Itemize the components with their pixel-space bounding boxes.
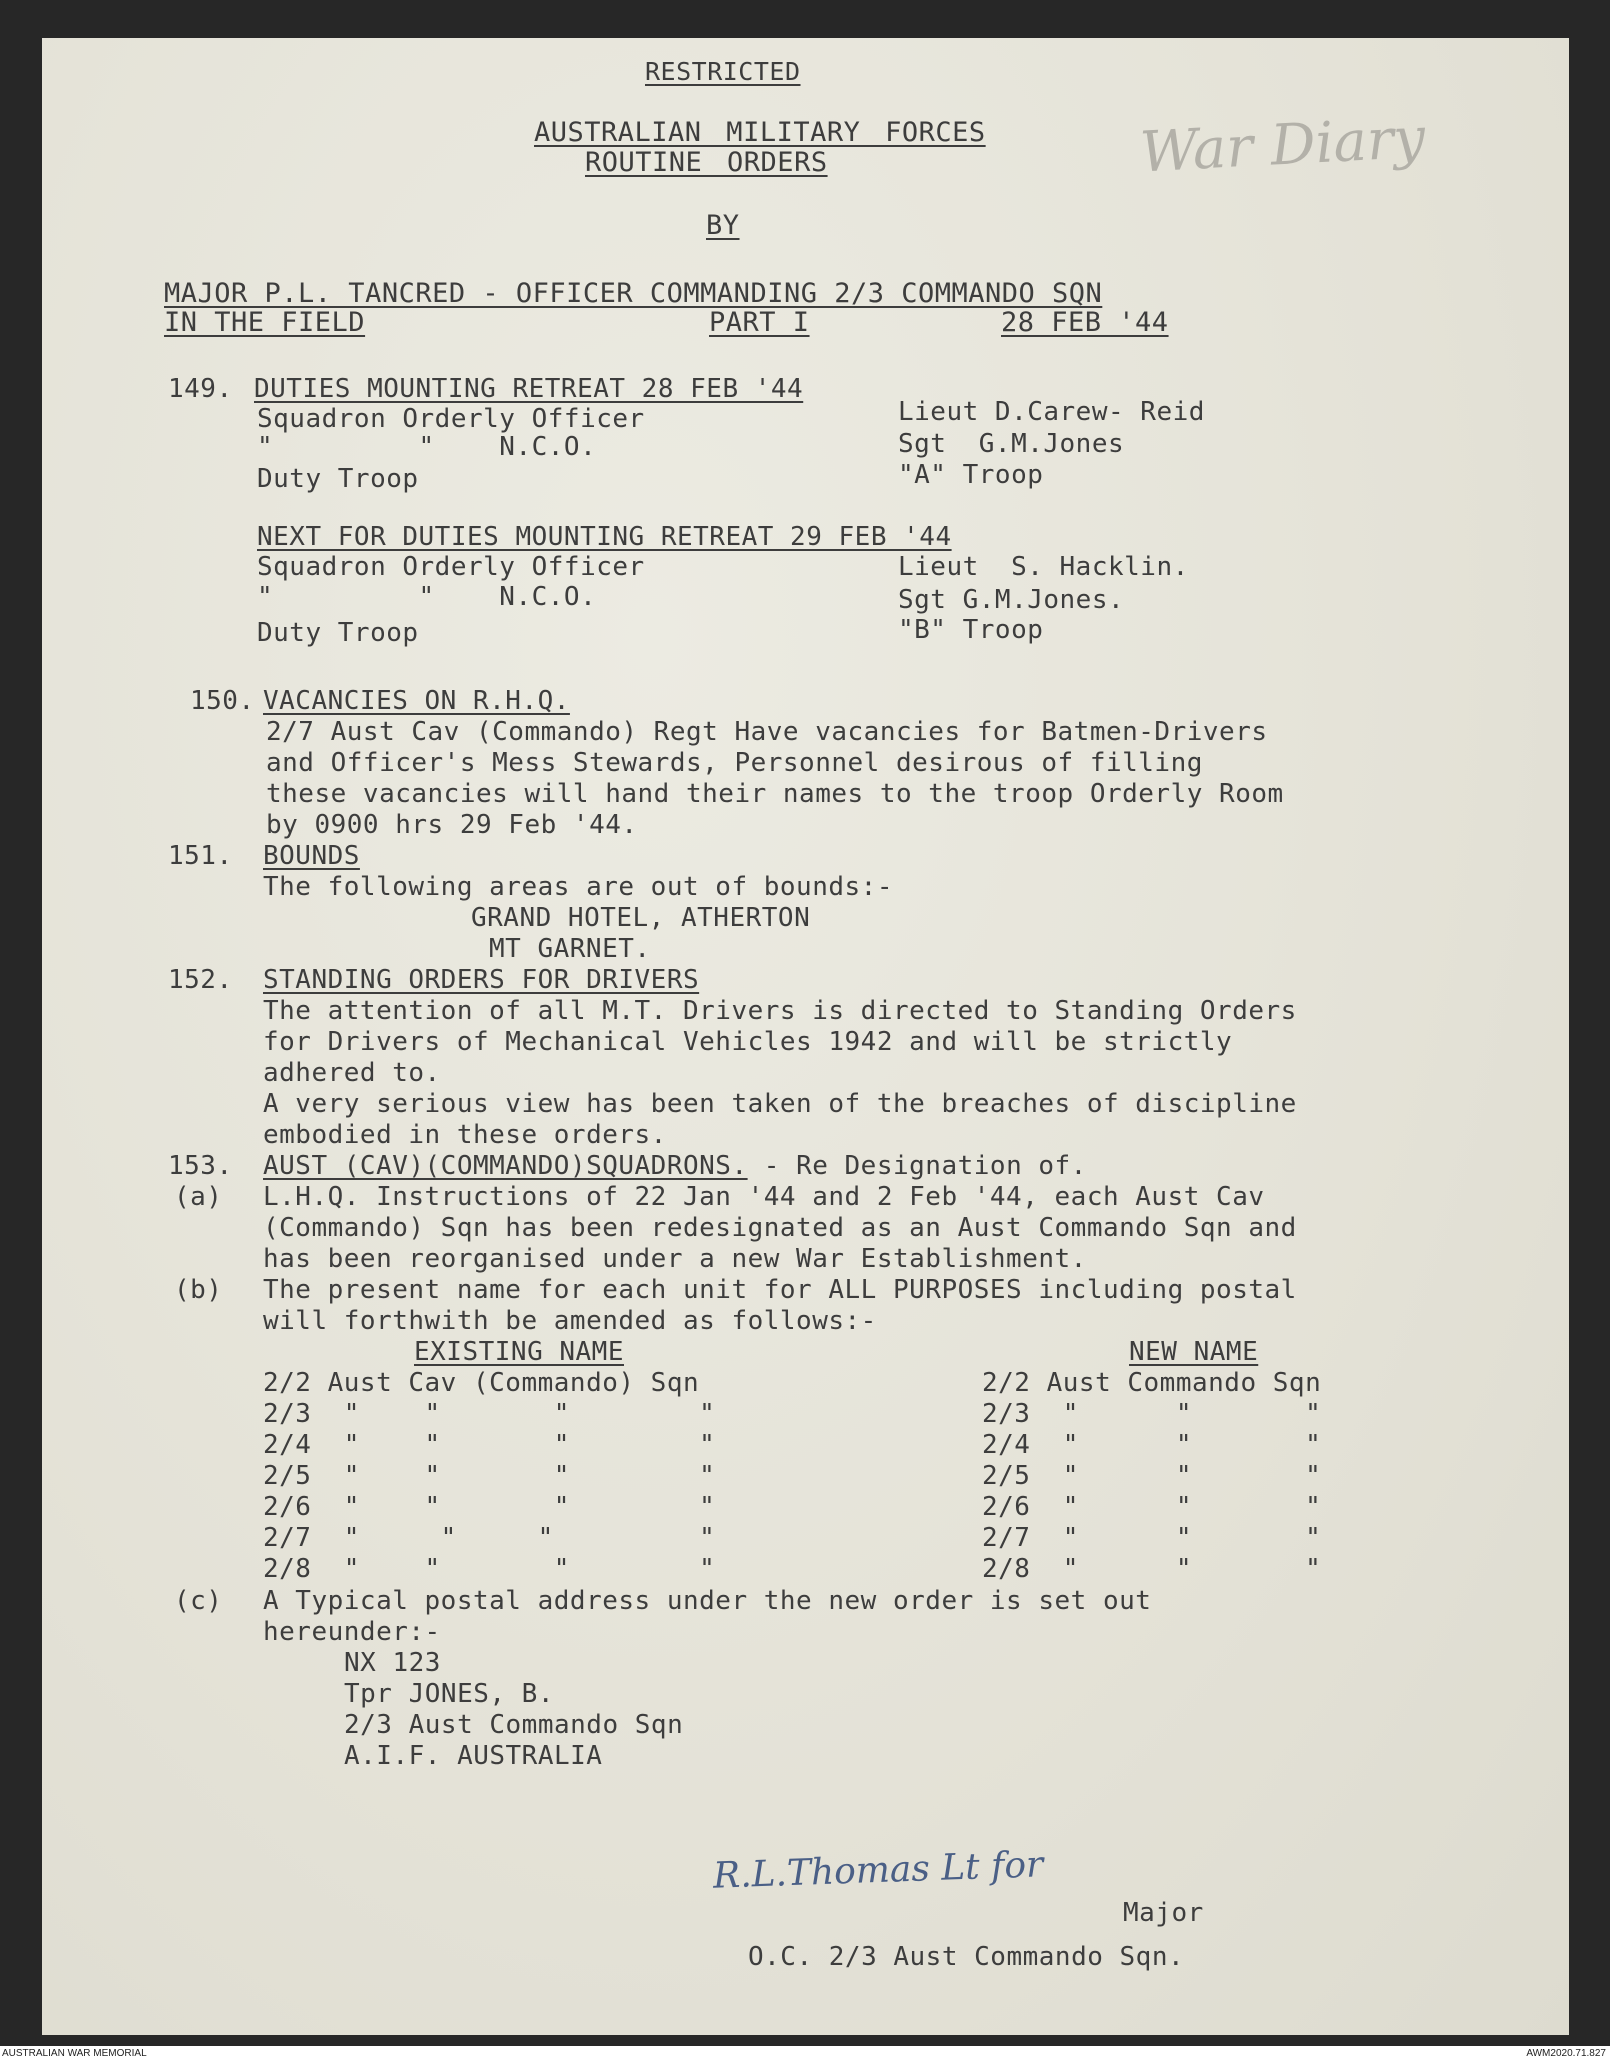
new-name-row: 2/2 Aust Commando Sqn [982,1368,1322,1398]
item-153-c-line: A Typical postal address under the new order is set out [263,1586,1152,1616]
existing-name-header: EXISTING NAME [414,1337,624,1367]
item-149-role: " " N.C.O. [257,432,597,462]
item-153-number: 153. [168,1151,233,1181]
item-153-b-line: will forthwith be amended as follows:- [263,1306,877,1336]
by-line: BY [706,210,740,241]
item-153-b-line: The present name for each unit for ALL PURPOSES including postal [263,1275,1297,1305]
item-152-body-line: adhered to. [263,1058,441,1088]
item-153-heading [263,1151,1087,1182]
item-149-next-role: " " N.C.O. [257,582,597,612]
item-149-title: DUTIES MOUNTING RETREAT 28 FEB '44 [254,374,804,404]
document-type-title: ROUTINE ORDERS [585,147,828,178]
signature-title: O.C. 2/3 Aust Commando Sqn. [748,1942,1185,1972]
item-152-body-line: for Drivers of Mechanical Vehicles 1942 and will be strictly [263,1027,1233,1057]
document-page [42,38,1569,2035]
new-name-row: 2/4 " " " [982,1430,1322,1460]
item-150-body-line: 2/7 Aust Cav (Commando) Regt Have vacancies for Batmen-Drivers [266,717,1268,747]
footer-accession-number: AWM2020.71.827 [1526,2048,1606,2059]
item-149-next-name: Sgt G.M.Jones. [898,585,1125,615]
item-153-title: AUST (CAV)(COMMANDO)SQUADRONS. [263,1151,748,1181]
existing-name-row: 2/2 Aust Cav (Commando) Sqn [263,1368,700,1398]
address-line: A.I.F. AUSTRALIA [344,1741,603,1771]
item-150-body-line: by 0900 hrs 29 Feb '44. [266,810,638,840]
existing-name-row: 2/6 " " " " [263,1492,716,1522]
order-date: 28 FEB '44 [1001,307,1169,338]
item-153-title-suffix: - Re Designation of. [747,1151,1087,1181]
item-151-area: MT GARNET. [489,934,651,964]
item-153-a-label: (a) [174,1182,223,1212]
part-number: PART I [709,307,810,338]
classification-marking: RESTRICTED [645,57,801,86]
item-152-body-line: The attention of all M.T. Drivers is directed to Standing Orders [263,996,1297,1026]
item-149-next-role: Duty Troop [257,618,419,648]
item-150-number: 150. [190,686,255,716]
item-149-next-name: "B" Troop [898,615,1044,645]
item-153-b-label: (b) [174,1275,223,1305]
item-150-body-line: these vacancies will hand their names to the troop Orderly Room [266,779,1284,809]
address-line: Tpr JONES, B. [344,1679,554,1709]
item-149-name: Lieut D.Carew- Reid [898,397,1205,427]
new-name-row: 2/3 " " " [982,1399,1322,1429]
item-149-number: 149. [168,374,233,404]
item-152-body-line: A very serious view has been taken of the breaches of discipline [263,1089,1297,1119]
item-153-c-label: (c) [174,1586,223,1616]
item-151-number: 151. [168,841,233,871]
item-149-next-title: NEXT FOR DUTIES MOUNTING RETREAT 29 FEB '44 [257,522,952,552]
new-name-row: 2/7 " " " [982,1523,1322,1553]
address-line: NX 123 [344,1648,441,1678]
item-152-number: 152. [168,965,233,995]
new-name-row: 2/8 " " " [982,1554,1322,1584]
new-name-header: NEW NAME [1129,1337,1259,1367]
item-151-body-line: The following areas are out of bounds:- [263,872,893,902]
item-149-name: "A" Troop [898,460,1044,490]
signature-rank: Major [1123,1898,1204,1928]
existing-name-row: 2/3 " " " " [263,1399,716,1429]
organization-title: AUSTRALIAN MILITARY FORCES [534,117,986,148]
new-name-row: 2/6 " " " [982,1492,1322,1522]
item-151-title: BOUNDS [263,841,360,871]
item-153-a-line: has been reorganised under a new War Establishment. [263,1244,1087,1274]
existing-name-row: 2/8 " " " " [263,1554,716,1584]
item-149-role: Squadron Orderly Officer [257,404,645,434]
item-152-body-line: embodied in these orders. [263,1120,667,1150]
existing-name-row: 2/7 " " " " [263,1523,716,1553]
handwritten-war-diary-note: War Diary [1138,105,1427,186]
item-149-name: Sgt G.M.Jones [898,429,1125,459]
item-153-c-line: hereunder:- [263,1617,441,1647]
new-name-row: 2/5 " " " [982,1461,1322,1491]
existing-name-row: 2/5 " " " " [263,1461,716,1491]
item-150-title: VACANCIES ON R.H.Q. [263,686,570,716]
item-149-role: Duty Troop [257,464,419,494]
item-150-body-line: and Officer's Mess Stewards, Personnel desirous of filling [266,748,1203,778]
item-149-next-role: Squadron Orderly Officer [257,552,645,582]
officer-line: MAJOR P.L. TANCRED - OFFICER COMMANDING 2/3 COMMANDO SQN [164,278,1103,309]
address-line: 2/3 Aust Commando Sqn [344,1710,684,1740]
item-153-a-line: (Commando) Sqn has been redesignated as an Aust Commando Sqn and [263,1213,1297,1243]
footer-credit: AUSTRALIAN WAR MEMORIAL [2,2048,147,2059]
item-153-a-line: L.H.Q. Instructions of 22 Jan '44 and 2 Feb '44, each Aust Cav [263,1182,1265,1212]
location: IN THE FIELD [164,307,366,338]
handwritten-signature: R.L.Thomas Lt for [712,1844,1044,1897]
item-152-title: STANDING ORDERS FOR DRIVERS [263,965,700,995]
item-149-next-name: Lieut S. Hacklin. [898,552,1189,582]
existing-name-row: 2/4 " " " " [263,1430,716,1460]
item-151-area: GRAND HOTEL, ATHERTON [471,903,811,933]
